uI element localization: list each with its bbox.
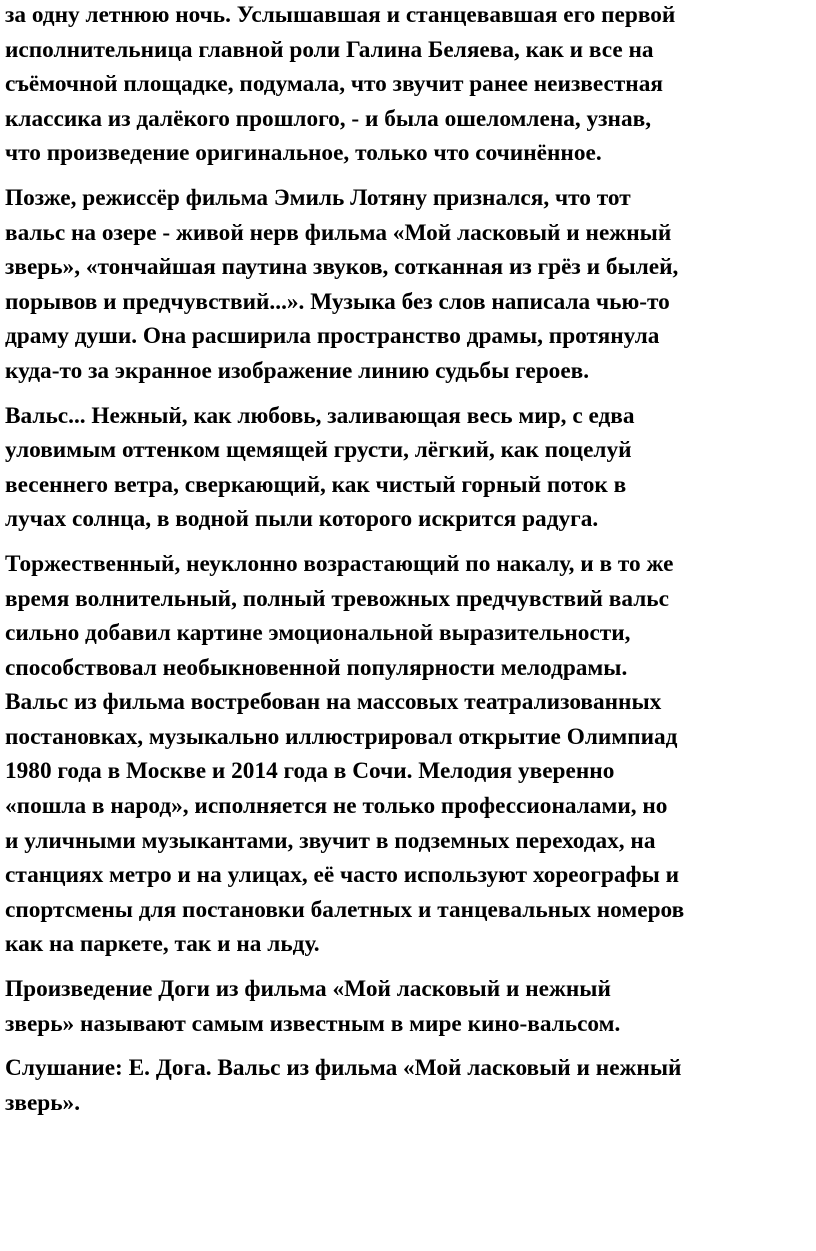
text-line: зверь». <box>5 1089 81 1116</box>
text-line: куда-то за экранное изображение линию судьбы героев. <box>5 357 590 384</box>
text-line: что произведение оригинальное, только что сочинённое. <box>5 140 602 167</box>
text-line: «пошла в народ», исполняется не только профессионалами, но <box>5 793 668 820</box>
text-line: лучах солнца, в водной пыли которого искрится радуга. <box>5 506 599 533</box>
paragraph-waltz-description <box>5 399 815 537</box>
paragraph-director-quote <box>5 181 815 389</box>
text-line: Слушание: Е. Дога. Вальс из фильма «Мой ласковый и нежный <box>5 1055 682 1082</box>
text-line: зверь», «тончайшая паутина звуков, сотканная из грёз и былей, <box>5 254 679 281</box>
paragraph-film-shooting <box>5 0 815 171</box>
text-line: время волнительный, полный тревожных предчувствий вальс <box>5 585 669 612</box>
text-line: классика из далёкого прошлого, - и была ошеломлена, узнав, <box>5 105 652 132</box>
text-line: драму души. Она расширила пространство драмы, протянула <box>5 323 660 350</box>
paragraph-most-famous-waltz <box>5 972 815 1041</box>
paragraph-listening <box>5 1051 815 1120</box>
text-line: сильно добавил картине эмоциональной выразительности, <box>5 620 631 647</box>
text-line: порывов и предчувствий...». Музыка без слов написала чью-то <box>5 288 670 315</box>
text-line: Произведение Доги из фильма «Мой ласковый и нежный <box>5 976 611 1003</box>
text-line: Позже, режиссёр фильма Эмиль Лотяну признался, что тот <box>5 184 631 211</box>
text-line: за одну летнюю ночь. Услышавшая и станцевавшая его первой <box>5 2 676 28</box>
text-line: Торжественный, неуклонно возрастающий по накалу, и в то же <box>5 550 674 577</box>
text-line: весеннего ветра, сверкающий, как чистый горный поток в <box>5 471 627 498</box>
text-line: станциях метро и на улицах, её часто используют хореографы и <box>5 862 680 889</box>
text-line: Вальс из фильма востребован на массовых театрализованных <box>5 689 662 716</box>
text-line: спортсмены для постановки балетных и танцевальных номеров <box>5 896 685 923</box>
text-line: исполнительница главной роли Галина Беляева, как и все на <box>5 36 654 63</box>
text-line: 1980 года в Москве и 2014 года в Сочи. Мелодия уверенно <box>5 758 615 785</box>
text-line: съёмочной площадке, подумала, что звучит ранее неизвестная <box>5 71 663 98</box>
text-line: Вальс... Нежный, как любовь, заливающая весь мир, с едва <box>5 402 635 429</box>
text-line: и уличными музыкантами, звучит в подземных переходах, на <box>5 827 656 854</box>
text-line: постановках, музыкально иллюстрировал открытие Олимпиад <box>5 723 678 750</box>
text-line: способствовал необыкновенной популярности мелодрамы. <box>5 654 628 681</box>
document-page <box>5 0 815 1130</box>
text-line: зверь» называют самым известным в мире кино-вальсом. <box>5 1010 621 1037</box>
text-line: уловимым оттенком щемящей грусти, лёгкий, как поцелуй <box>5 437 632 464</box>
text-line: как на паркете, так и на льду. <box>5 931 320 958</box>
paragraph-waltz-popularity <box>5 547 815 962</box>
text-line: вальс на озере - живой нерв фильма «Мой ласковый и нежный <box>5 219 672 246</box>
